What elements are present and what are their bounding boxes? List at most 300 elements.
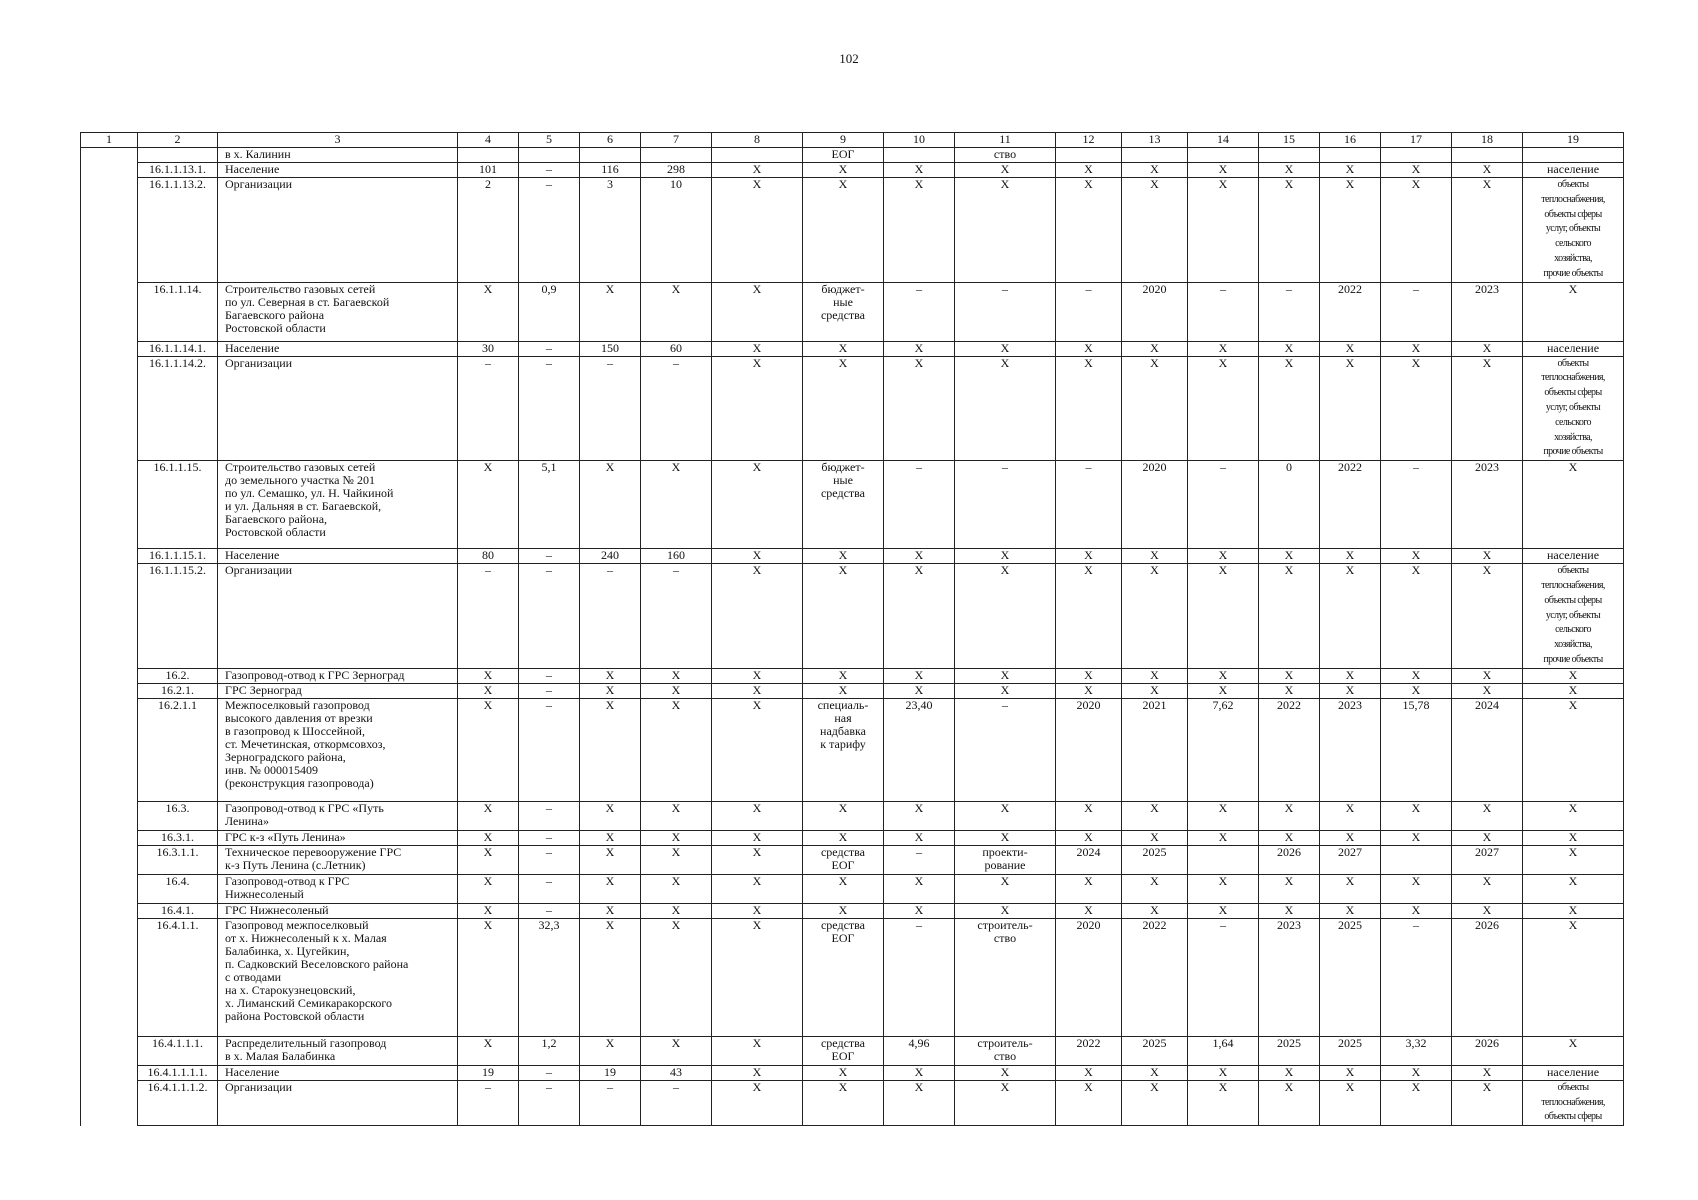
value-cell: X (1188, 356, 1259, 461)
value-cell: X (1452, 564, 1523, 669)
value-cell: X (955, 668, 1056, 683)
consumer-category-cell: объекты теплоснабжения, объекты сферы услуг, объекты сельского хозяйства, прочие объекты (1523, 356, 1624, 461)
value-cell: строитель- ство (955, 1036, 1056, 1065)
value-cell: X (1188, 801, 1259, 830)
value-cell: X (641, 1036, 712, 1065)
value-cell: 0,9 (519, 282, 580, 341)
value-cell: 2022 (1122, 918, 1188, 1036)
value-cell: X (458, 830, 519, 845)
value-cell: 2023 (1320, 698, 1381, 801)
header-cell: 10 (884, 133, 955, 148)
value-cell: – (519, 549, 580, 564)
value-cell: X (712, 178, 803, 283)
value-cell: – (1056, 282, 1122, 341)
value-cell: – (955, 461, 1056, 549)
value-cell: X (458, 1036, 519, 1065)
header-cell: 18 (1452, 133, 1523, 148)
group-cell (81, 801, 138, 830)
consumer-category-cell: X (1523, 282, 1624, 341)
header-cell: 6 (580, 133, 641, 148)
value-cell: X (1320, 830, 1381, 845)
value-cell: 3,32 (1381, 1036, 1452, 1065)
value-cell: 2026 (1452, 918, 1523, 1036)
value-cell: – (580, 1080, 641, 1125)
value-cell: – (519, 341, 580, 356)
value-cell: 160 (641, 549, 712, 564)
value-cell: X (1122, 341, 1188, 356)
table-row (81, 874, 1624, 903)
value-cell: X (803, 163, 884, 178)
group-cell (81, 683, 138, 698)
item-name-cell: Газопровод-отвод к ГРС Нижнесоленый (218, 874, 458, 903)
value-cell: X (1056, 356, 1122, 461)
value-cell: 2020 (1122, 282, 1188, 341)
value-cell: X (1056, 1065, 1122, 1080)
table-row (81, 148, 1624, 163)
value-cell: X (1320, 668, 1381, 683)
item-number-cell: 16.1.1.13.1. (138, 163, 218, 178)
value-cell: X (1259, 801, 1320, 830)
value-cell: X (884, 549, 955, 564)
value-cell: X (803, 874, 884, 903)
table-row (81, 830, 1624, 845)
value-cell: 19 (458, 1065, 519, 1080)
item-name-cell: ГРС Нижнесоленый (218, 903, 458, 918)
table-row (81, 1065, 1624, 1080)
value-cell: X (1259, 668, 1320, 683)
consumer-category-cell: X (1523, 830, 1624, 845)
value-cell: X (1381, 1065, 1452, 1080)
value-cell: X (1452, 549, 1523, 564)
value-cell: X (1320, 341, 1381, 356)
value-cell: X (884, 1080, 955, 1125)
value-cell: X (1188, 903, 1259, 918)
value-cell: X (712, 801, 803, 830)
value-cell: X (884, 356, 955, 461)
consumer-category-cell: X (1523, 461, 1624, 549)
item-name-cell: Организации (218, 356, 458, 461)
value-cell: – (519, 874, 580, 903)
value-cell: X (1259, 903, 1320, 918)
value-cell: 2020 (1056, 698, 1122, 801)
item-number-cell: 16.4.1.1.1.1. (138, 1065, 218, 1080)
header-cell: 19 (1523, 133, 1624, 148)
value-cell: X (712, 564, 803, 669)
value-cell: X (1056, 549, 1122, 564)
consumer-category-cell: X (1523, 1036, 1624, 1065)
value-cell: 1,2 (519, 1036, 580, 1065)
consumer-category-cell (1523, 148, 1624, 163)
value-cell: – (580, 356, 641, 461)
value-cell (580, 148, 641, 163)
consumer-category-cell: X (1523, 801, 1624, 830)
value-cell: X (1259, 564, 1320, 669)
value-cell: 2021 (1122, 698, 1188, 801)
item-number-cell: 16.1.1.14.1. (138, 341, 218, 356)
value-cell: X (1188, 163, 1259, 178)
table-row (81, 1036, 1624, 1065)
value-cell: X (458, 698, 519, 801)
value-cell: X (580, 698, 641, 801)
header-cell: 5 (519, 133, 580, 148)
value-cell: – (884, 282, 955, 341)
value-cell: X (1381, 163, 1452, 178)
value-cell: X (803, 549, 884, 564)
item-name-cell: в х. Калинин (218, 148, 458, 163)
group-cell (81, 698, 138, 801)
header-cell: 8 (712, 133, 803, 148)
item-name-cell: Межпоселковый газопровод высокого давления от врезки в газопровод к Шоссейной, ст. Мечетинская, откормсовхоз, Зерноградского района, инв. № 000015409 (реконструкция газопровода) (218, 698, 458, 801)
value-cell: X (641, 801, 712, 830)
value-cell: 2025 (1122, 1036, 1188, 1065)
value-cell: – (641, 564, 712, 669)
value-cell: X (1259, 683, 1320, 698)
item-name-cell: Организации (218, 178, 458, 283)
value-cell: X (1320, 903, 1381, 918)
value-cell: X (712, 163, 803, 178)
value-cell: X (1320, 1065, 1381, 1080)
value-cell: строитель- ство (955, 918, 1056, 1036)
value-cell: – (955, 282, 1056, 341)
value-cell: X (580, 918, 641, 1036)
value-cell: X (955, 549, 1056, 564)
value-cell: X (1188, 341, 1259, 356)
value-cell: 2020 (1056, 918, 1122, 1036)
table-row (81, 698, 1624, 801)
value-cell: 3 (580, 178, 641, 283)
item-number-cell: 16.4. (138, 874, 218, 903)
value-cell: X (1056, 830, 1122, 845)
table-row (81, 549, 1624, 564)
value-cell: X (712, 683, 803, 698)
value-cell: 32,3 (519, 918, 580, 1036)
value-cell: X (1381, 356, 1452, 461)
item-name-cell: Газопровод-отвод к ГРС Зерноград (218, 668, 458, 683)
value-cell: X (1381, 549, 1452, 564)
value-cell: 0 (1259, 461, 1320, 549)
value-cell: X (884, 903, 955, 918)
item-name-cell: Население (218, 549, 458, 564)
table-row (81, 668, 1624, 683)
value-cell: X (803, 830, 884, 845)
value-cell: X (458, 801, 519, 830)
value-cell: X (1381, 341, 1452, 356)
value-cell: X (1056, 163, 1122, 178)
value-cell: X (1056, 801, 1122, 830)
value-cell: 30 (458, 341, 519, 356)
value-cell: средства ЕОГ (803, 845, 884, 874)
value-cell: X (1381, 874, 1452, 903)
header-cell: 15 (1259, 133, 1320, 148)
value-cell: X (955, 564, 1056, 669)
value-cell: 2027 (1452, 845, 1523, 874)
consumer-category-cell: X (1523, 698, 1624, 801)
group-cell (81, 163, 138, 178)
value-cell: X (1381, 564, 1452, 669)
group-cell (81, 564, 138, 669)
value-cell: X (1381, 903, 1452, 918)
value-cell: – (884, 918, 955, 1036)
value-cell: X (1452, 341, 1523, 356)
value-cell: X (458, 845, 519, 874)
value-cell: X (1452, 801, 1523, 830)
value-cell: X (1452, 163, 1523, 178)
investment-program-table (80, 132, 1624, 1126)
table-row (81, 356, 1624, 461)
value-cell: X (1452, 1080, 1523, 1125)
value-cell: X (1320, 874, 1381, 903)
value-cell: X (641, 845, 712, 874)
value-cell: 2023 (1259, 918, 1320, 1036)
table-row (81, 564, 1624, 669)
value-cell: – (519, 903, 580, 918)
consumer-category-cell: X (1523, 683, 1624, 698)
value-cell: X (458, 683, 519, 698)
value-cell: X (1320, 683, 1381, 698)
value-cell: – (1381, 282, 1452, 341)
group-cell (81, 1080, 138, 1125)
group-cell (81, 461, 138, 549)
value-cell: 101 (458, 163, 519, 178)
value-cell: – (519, 564, 580, 669)
value-cell: X (1122, 564, 1188, 669)
value-cell: X (712, 356, 803, 461)
value-cell: 150 (580, 341, 641, 356)
value-cell (641, 148, 712, 163)
value-cell: X (1381, 801, 1452, 830)
value-cell: X (712, 282, 803, 341)
item-number-cell: 16.1.1.15.2. (138, 564, 218, 669)
value-cell: X (955, 356, 1056, 461)
value-cell: X (1056, 341, 1122, 356)
value-cell: X (458, 461, 519, 549)
table-row (81, 683, 1624, 698)
item-name-cell: Строительство газовых сетей до земельного участка № 201 по ул. Семашко, ул. Н. Чайкиной и ул. Дальняя в ст. Багаевской, Багаевского района, Ростовской области (218, 461, 458, 549)
value-cell (1452, 148, 1523, 163)
value-cell: – (519, 1065, 580, 1080)
table-row (81, 801, 1624, 830)
consumer-category-cell: население (1523, 163, 1624, 178)
value-cell: X (641, 683, 712, 698)
table-row (81, 903, 1624, 918)
item-name-cell: Организации (218, 564, 458, 669)
group-cell (81, 1036, 138, 1065)
consumer-category-cell: население (1523, 549, 1624, 564)
value-cell (1188, 845, 1259, 874)
value-cell: X (1188, 178, 1259, 283)
value-cell: X (1188, 1065, 1259, 1080)
item-number-cell: 16.1.1.15. (138, 461, 218, 549)
header-cell: 9 (803, 133, 884, 148)
value-cell: 23,40 (884, 698, 955, 801)
value-cell: X (803, 564, 884, 669)
value-cell (1122, 148, 1188, 163)
value-cell: 1,64 (1188, 1036, 1259, 1065)
value-cell: X (1122, 874, 1188, 903)
value-cell (519, 148, 580, 163)
value-cell: X (884, 830, 955, 845)
value-cell: X (1188, 683, 1259, 698)
item-name-cell: ГРС к-з «Путь Ленина» (218, 830, 458, 845)
value-cell: – (1381, 461, 1452, 549)
table-row (81, 918, 1624, 1036)
value-cell: X (580, 903, 641, 918)
group-cell (81, 148, 138, 163)
value-cell: X (580, 461, 641, 549)
value-cell: – (519, 668, 580, 683)
item-number-cell (138, 148, 218, 163)
value-cell: X (1259, 549, 1320, 564)
value-cell: X (1320, 1080, 1381, 1125)
item-name-cell: Население (218, 163, 458, 178)
consumer-category-cell: X (1523, 845, 1624, 874)
header-cell: 16 (1320, 133, 1381, 148)
value-cell: X (1259, 163, 1320, 178)
item-name-cell: Газопровод-отвод к ГРС «Путь Ленина» (218, 801, 458, 830)
header-cell: 2 (138, 133, 218, 148)
item-number-cell: 16.3.1.1. (138, 845, 218, 874)
value-cell: – (519, 178, 580, 283)
group-cell (81, 830, 138, 845)
value-cell: X (884, 668, 955, 683)
item-number-cell: 16.2.1. (138, 683, 218, 698)
value-cell: X (712, 341, 803, 356)
value-cell (884, 148, 955, 163)
group-cell (81, 668, 138, 683)
value-cell: X (1122, 903, 1188, 918)
table-row (81, 282, 1624, 341)
value-cell: – (458, 564, 519, 669)
value-cell: X (580, 683, 641, 698)
value-cell: средства ЕОГ (803, 918, 884, 1036)
item-number-cell: 16.1.1.15.1. (138, 549, 218, 564)
value-cell: X (955, 874, 1056, 903)
value-cell: X (580, 801, 641, 830)
value-cell: X (1056, 178, 1122, 283)
item-number-cell: 16.1.1.14.2. (138, 356, 218, 461)
value-cell: X (458, 874, 519, 903)
value-cell: X (955, 801, 1056, 830)
value-cell: X (580, 845, 641, 874)
value-cell: X (458, 282, 519, 341)
value-cell: X (580, 1036, 641, 1065)
value-cell: X (803, 668, 884, 683)
value-cell: X (1259, 830, 1320, 845)
group-cell (81, 549, 138, 564)
value-cell: – (884, 845, 955, 874)
header-cell: 13 (1122, 133, 1188, 148)
value-cell: 298 (641, 163, 712, 178)
value-cell (1381, 845, 1452, 874)
group-cell (81, 282, 138, 341)
value-cell: X (712, 698, 803, 801)
value-cell: бюджет- ные средства (803, 461, 884, 549)
value-cell: X (1122, 163, 1188, 178)
value-cell: X (458, 903, 519, 918)
value-cell: X (712, 903, 803, 918)
value-cell: X (712, 1036, 803, 1065)
value-cell: X (1320, 356, 1381, 461)
value-cell: 2025 (1122, 845, 1188, 874)
group-cell (81, 1065, 138, 1080)
value-cell: X (1122, 549, 1188, 564)
value-cell: 2 (458, 178, 519, 283)
value-cell: X (1381, 830, 1452, 845)
item-name-cell: Организации (218, 1080, 458, 1125)
value-cell: – (1381, 918, 1452, 1036)
value-cell: 2022 (1320, 461, 1381, 549)
value-cell: X (1259, 874, 1320, 903)
value-cell: X (712, 668, 803, 683)
value-cell: X (955, 163, 1056, 178)
group-cell (81, 874, 138, 903)
value-cell: X (803, 683, 884, 698)
value-cell: X (1452, 668, 1523, 683)
table-row (81, 461, 1624, 549)
value-cell: X (712, 845, 803, 874)
item-name-cell: Строительство газовых сетей по ул. Северная в ст. Багаевской Багаевского района Ростовской области (218, 282, 458, 341)
item-number-cell: 16.4.1.1.1. (138, 1036, 218, 1065)
value-cell: X (641, 668, 712, 683)
value-cell (1056, 148, 1122, 163)
item-number-cell: 16.3.1. (138, 830, 218, 845)
value-cell: – (458, 1080, 519, 1125)
consumer-category-cell: X (1523, 918, 1624, 1036)
value-cell (1188, 148, 1259, 163)
value-cell: X (1259, 341, 1320, 356)
value-cell: X (641, 874, 712, 903)
value-cell: 19 (580, 1065, 641, 1080)
value-cell: X (884, 163, 955, 178)
value-cell: X (884, 683, 955, 698)
value-cell: X (1122, 668, 1188, 683)
table-row (81, 341, 1624, 356)
value-cell: X (641, 461, 712, 549)
value-cell: – (458, 356, 519, 461)
value-cell: X (1259, 1080, 1320, 1125)
value-cell: X (1320, 178, 1381, 283)
table-row (81, 163, 1624, 178)
item-name-cell: Население (218, 341, 458, 356)
value-cell: X (1452, 178, 1523, 283)
value-cell: X (803, 356, 884, 461)
value-cell: – (884, 461, 955, 549)
value-cell: 4,96 (884, 1036, 955, 1065)
value-cell: X (1452, 356, 1523, 461)
value-cell: X (712, 549, 803, 564)
value-cell: X (1320, 163, 1381, 178)
value-cell: X (580, 830, 641, 845)
value-cell: X (1452, 874, 1523, 903)
value-cell: X (458, 918, 519, 1036)
value-cell: X (641, 282, 712, 341)
value-cell: – (641, 356, 712, 461)
item-name-cell: Техническое перевооружение ГРС к-з Путь Ленина (с.Летник) (218, 845, 458, 874)
value-cell: – (1056, 461, 1122, 549)
header-cell: 11 (955, 133, 1056, 148)
value-cell: X (884, 1065, 955, 1080)
value-cell: 2026 (1259, 845, 1320, 874)
value-cell: 2027 (1320, 845, 1381, 874)
value-cell: X (1056, 903, 1122, 918)
table-row (81, 178, 1624, 283)
value-cell: ство (955, 148, 1056, 163)
group-cell (81, 918, 138, 1036)
value-cell: 2023 (1452, 282, 1523, 341)
item-number-cell: 16.4.1.1.1.2. (138, 1080, 218, 1125)
consumer-category-cell: X (1523, 668, 1624, 683)
value-cell: X (1259, 1065, 1320, 1080)
